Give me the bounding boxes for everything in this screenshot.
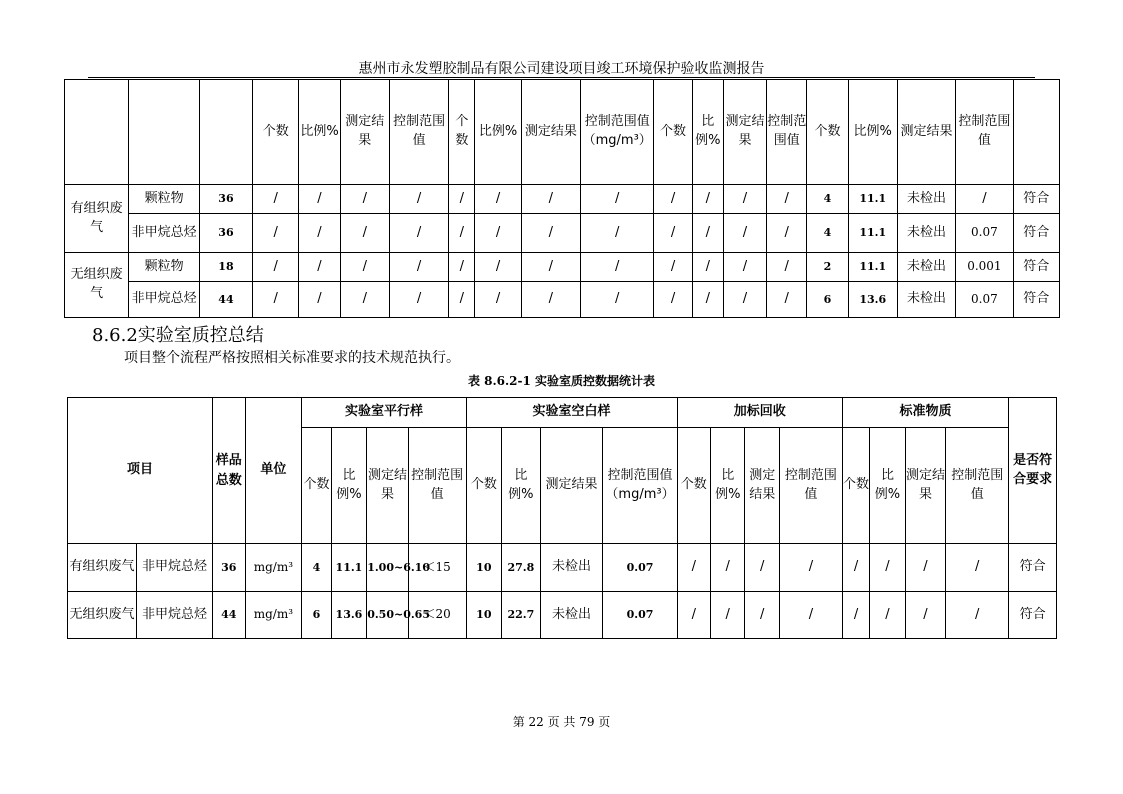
value-cell: / [340, 214, 389, 253]
table2-header-row-1 [68, 398, 1057, 428]
result-cell: 符合 [1013, 282, 1059, 318]
value-cell: / [723, 253, 766, 282]
item-cell: 非甲烷总烃 [129, 282, 199, 318]
value-cell: / [767, 253, 807, 282]
total-cell: 36 [213, 544, 245, 592]
col-header-conform: 是否符合要求 [1009, 398, 1057, 544]
value-cell: / [340, 185, 389, 214]
value-cell: / [253, 214, 299, 253]
value-cell: / [654, 185, 692, 214]
table-row [68, 592, 1057, 639]
col-header-sample-total: 样品总数 [213, 398, 245, 544]
value-cell: 未检出 [897, 214, 955, 253]
value-cell: 6 [807, 282, 848, 318]
col-group-blank: 实验室空白样 [466, 398, 677, 428]
value-cell: 未检出 [540, 592, 603, 639]
col-header: 控制范围值 [767, 80, 807, 185]
value-cell: / [711, 544, 745, 592]
header-blank-cell [1013, 80, 1059, 185]
value-cell: / [449, 253, 475, 282]
value-cell: 11.1 [848, 253, 897, 282]
section-body-text: 项目整个流程严格按照相关标准要求的技术规范执行。 [124, 350, 460, 366]
table-row [65, 253, 1060, 282]
value-cell: 0.07 [603, 544, 677, 592]
table-row [68, 544, 1057, 592]
value-cell: / [745, 544, 779, 592]
col-group-spike: 加标回收 [677, 398, 842, 428]
value-cell: / [905, 544, 946, 592]
value-cell: 2 [807, 253, 848, 282]
value-cell: / [767, 282, 807, 318]
value-cell: / [253, 253, 299, 282]
result-cell: 符合 [1013, 185, 1059, 214]
header-blank-cell [65, 80, 129, 185]
value-cell: 6 [302, 592, 331, 639]
page-header-title: 惠州市永发塑胶制品有限公司建设项目竣工环境保护验收监测报告 [358, 61, 765, 77]
value-cell: / [956, 185, 1013, 214]
col-header: 个数 [677, 428, 710, 544]
value-cell: / [389, 214, 448, 253]
value-cell: / [745, 592, 779, 639]
col-header: 比例% [848, 80, 897, 185]
value-cell: 13.6 [848, 282, 897, 318]
value-cell: / [449, 214, 475, 253]
header-blank-cell [199, 80, 252, 185]
value-cell: 22.7 [502, 592, 541, 639]
table-row [65, 282, 1060, 318]
col-header: 控制范围值 [779, 428, 842, 544]
col-header: 控制范围值 [946, 428, 1009, 544]
value-cell: 4 [807, 214, 848, 253]
col-header: 测定结果 [540, 428, 603, 544]
value-cell: / [723, 282, 766, 318]
table-caption: 表 8.6.2-1 实验室质控数据统计表 [467, 374, 656, 388]
unit-cell: mg/m³ [245, 544, 302, 592]
value-cell: / [340, 282, 389, 318]
value-cell: 0.07 [956, 282, 1013, 318]
col-header: 个数 [466, 428, 501, 544]
col-group-parallel: 实验室平行样 [302, 398, 466, 428]
value-cell: 0.07 [956, 214, 1013, 253]
col-header: 比例% [692, 80, 723, 185]
value-cell: ＜20 [408, 592, 466, 639]
value-cell: / [475, 185, 521, 214]
table1-header-row [65, 80, 1060, 185]
col-header: 测定结果 [367, 428, 409, 544]
col-header: 控制范围值（mg/m³） [603, 428, 677, 544]
value-cell: 11.1 [331, 544, 366, 592]
col-header: 控制范围值 [389, 80, 448, 185]
value-cell: / [299, 214, 340, 253]
value-cell: / [870, 544, 905, 592]
value-cell: / [253, 282, 299, 318]
value-cell: / [389, 253, 448, 282]
lab-qc-statistics-table [67, 397, 1057, 639]
value-cell: 0.07 [603, 592, 677, 639]
col-header: 比例% [475, 80, 521, 185]
category-cell: 有组织废气 [65, 185, 129, 253]
total-cell: 44 [213, 592, 245, 639]
value-cell: / [767, 185, 807, 214]
col-header: 比例% [331, 428, 366, 544]
value-cell: / [723, 185, 766, 214]
value-cell: 1.00~6.10 [367, 544, 409, 592]
value-cell: / [779, 544, 842, 592]
col-header-item: 项目 [68, 398, 213, 544]
value-cell: / [389, 282, 448, 318]
col-header: 个数 [253, 80, 299, 185]
value-cell: 10 [466, 592, 501, 639]
value-cell: / [581, 282, 654, 318]
col-header: 比例% [870, 428, 905, 544]
value-cell: / [779, 592, 842, 639]
conform-cell: 符合 [1009, 592, 1057, 639]
col-header: 个数 [807, 80, 848, 185]
value-cell: / [475, 214, 521, 253]
header-divider [88, 77, 1035, 78]
conform-cell: 符合 [1009, 544, 1057, 592]
value-cell: / [711, 592, 745, 639]
value-cell: / [449, 185, 475, 214]
col-header: 测定结果 [745, 428, 779, 544]
section-heading: 8.6.2实验室质控总结 [92, 325, 264, 346]
value-cell: / [475, 253, 521, 282]
value-cell: 11.1 [848, 214, 897, 253]
value-cell: 4 [302, 544, 331, 592]
category-cell: 无组织废气 [65, 253, 129, 318]
col-header: 个数 [449, 80, 475, 185]
value-cell: 13.6 [331, 592, 366, 639]
qc-summary-table-continued [64, 79, 1060, 318]
col-header: 测定结果 [905, 428, 946, 544]
value-cell: 0.001 [956, 253, 1013, 282]
col-header: 比例% [299, 80, 340, 185]
value-cell: 11.1 [848, 185, 897, 214]
value-cell: / [946, 544, 1009, 592]
value-cell: / [521, 185, 580, 214]
value-cell: 0.50~0.65 [367, 592, 409, 639]
item-cell: 非甲烷总烃 [136, 544, 212, 592]
value-cell: / [677, 592, 710, 639]
value-cell: / [521, 282, 580, 318]
value-cell: / [521, 214, 580, 253]
value-cell: ＜15 [408, 544, 466, 592]
value-cell: / [723, 214, 766, 253]
item-cell: 颗粒物 [129, 185, 199, 214]
value-cell: / [842, 544, 869, 592]
value-cell: / [475, 282, 521, 318]
value-cell: / [842, 592, 869, 639]
value-cell: / [389, 185, 448, 214]
value-cell: / [654, 214, 692, 253]
item-cell: 非甲烷总烃 [136, 592, 212, 639]
value-cell: 未检出 [897, 253, 955, 282]
value-cell: / [521, 253, 580, 282]
value-cell: / [253, 185, 299, 214]
value-cell: 未检出 [897, 185, 955, 214]
value-cell: / [767, 214, 807, 253]
page-footer: 第 22 页 共 79 页 [512, 715, 611, 729]
value-cell: / [870, 592, 905, 639]
value-cell: 10 [466, 544, 501, 592]
value-cell: / [449, 282, 475, 318]
value-cell: / [905, 592, 946, 639]
value-cell: / [299, 253, 340, 282]
col-header: 比例% [711, 428, 745, 544]
table-row [65, 185, 1060, 214]
col-header: 比例% [502, 428, 541, 544]
col-header: 测定结果 [521, 80, 580, 185]
value-cell: 未检出 [897, 282, 955, 318]
value-cell: / [581, 253, 654, 282]
item-cell: 非甲烷总烃 [129, 214, 199, 253]
value-cell: / [692, 282, 723, 318]
value-cell: / [581, 185, 654, 214]
value-cell: 4 [807, 185, 848, 214]
col-group-standard: 标准物质 [842, 398, 1008, 428]
category-cell: 有组织废气 [68, 544, 137, 592]
value-cell: / [677, 544, 710, 592]
col-header: 测定结果 [340, 80, 389, 185]
col-header-unit: 单位 [245, 398, 302, 544]
total-cell: 36 [199, 214, 252, 253]
header-blank-cell [129, 80, 199, 185]
col-header: 控制范围值 [956, 80, 1013, 185]
value-cell: / [692, 185, 723, 214]
col-header: 测定结果 [723, 80, 766, 185]
value-cell: / [299, 282, 340, 318]
value-cell: / [946, 592, 1009, 639]
item-cell: 颗粒物 [129, 253, 199, 282]
result-cell: 符合 [1013, 253, 1059, 282]
value-cell: / [692, 253, 723, 282]
value-cell: / [581, 214, 654, 253]
col-header: 个数 [654, 80, 692, 185]
col-header: 控制范围值（mg/m³） [581, 80, 654, 185]
category-cell: 无组织废气 [68, 592, 137, 639]
col-header: 测定结果 [897, 80, 955, 185]
value-cell: / [654, 282, 692, 318]
unit-cell: mg/m³ [245, 592, 302, 639]
value-cell: 27.8 [502, 544, 541, 592]
total-cell: 18 [199, 253, 252, 282]
col-header: 控制范围值 [408, 428, 466, 544]
value-cell: / [692, 214, 723, 253]
result-cell: 符合 [1013, 214, 1059, 253]
value-cell: 未检出 [540, 544, 603, 592]
value-cell: / [299, 185, 340, 214]
total-cell: 36 [199, 185, 252, 214]
total-cell: 44 [199, 282, 252, 318]
value-cell: / [654, 253, 692, 282]
value-cell: / [340, 253, 389, 282]
col-header: 个数 [842, 428, 869, 544]
col-header: 个数 [302, 428, 331, 544]
table-row [65, 214, 1060, 253]
